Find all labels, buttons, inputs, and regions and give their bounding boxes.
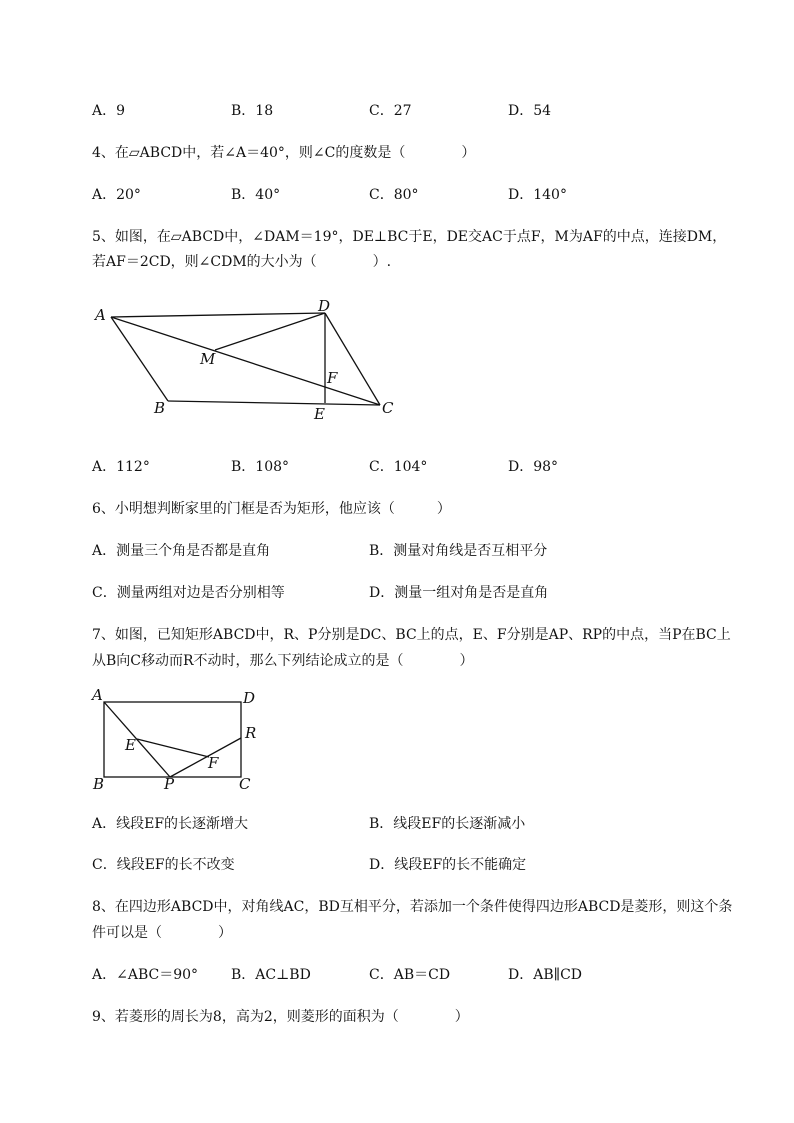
q7-label-a: A: [92, 686, 103, 704]
q7-label-c: C: [239, 775, 251, 793]
q5-stem-line1: 5、如图，在▱ABCD中，∠DAM＝19°，DE⊥BC于E，DE交AC于点F，M为AF的中点，连接DM，: [92, 229, 727, 245]
q8-stem-line1: 8、在四边形ABCD中，对角线AC，BD互相平分，若添加一个条件使得四边形ABCD是菱形，则这个条: [92, 899, 733, 915]
q5-option-a[interactable]: A．112°: [92, 459, 150, 475]
q5-segment-dc: [325, 313, 380, 405]
q5-parallelogram-figure: [90, 295, 410, 430]
q5-label-d: D: [318, 297, 331, 315]
q8-option-a[interactable]: A．∠ABC＝90°: [92, 967, 199, 983]
q7-rectangle-figure: [88, 686, 268, 794]
q5-label-b: B: [154, 399, 166, 417]
q6-option-d[interactable]: D．测量一组对角是否是直角: [369, 585, 549, 601]
q7-segment-pr: [170, 738, 241, 777]
q6-option-b[interactable]: B．测量对角线是否互相平分: [369, 543, 548, 559]
q5-option-b[interactable]: B．108°: [231, 459, 290, 475]
q5-segment-ad: [111, 313, 325, 317]
q6-stem: 6、小明想判断家里的门框是否为矩形，他应该（ ）: [92, 501, 451, 517]
q5-segment-ac: [111, 317, 380, 405]
q7-stem-line1: 7、如图，已知矩形ABCD中，R、P分别是DC、BC上的点，E、F分别是AP、RP的中点，当P在BC上: [92, 627, 731, 643]
q3-option-a[interactable]: A．9: [92, 103, 126, 119]
q4-option-d[interactable]: D．140°: [508, 187, 567, 203]
q5-option-c[interactable]: C．104°: [369, 459, 428, 475]
q7-label-d: D: [243, 689, 256, 707]
q5-label-m: M: [200, 350, 216, 368]
q5-stem-line2: 若AF＝2CD，则∠CDM的大小为（ ）.: [92, 254, 392, 270]
q7-label-p: P: [164, 775, 175, 793]
q7-option-b[interactable]: B．线段EF的长逐渐减小: [369, 816, 526, 832]
q8-stem-line2: 件可以是（ ）: [92, 925, 232, 941]
q5-segment-ab: [111, 317, 168, 401]
q5-label-a: A: [95, 306, 106, 324]
q5-label-e: E: [314, 405, 325, 423]
q5-segment-bc: [168, 401, 380, 405]
q7-label-b: B: [93, 775, 105, 793]
q7-segment-ef: [137, 739, 209, 757]
q7-label-e: E: [125, 736, 136, 754]
q3-option-b[interactable]: B．18: [231, 103, 274, 119]
q7-option-d[interactable]: D．线段EF的长不能确定: [369, 857, 527, 873]
q6-option-c[interactable]: C．测量两组对边是否分别相等: [92, 585, 285, 601]
q4-option-a[interactable]: A．20°: [92, 187, 141, 203]
q9-stem: 9、若菱形的周长为8，高为2，则菱形的面积为（ ）: [92, 1009, 469, 1025]
q7-label-f: F: [208, 754, 219, 772]
q7-stem-line2: 从B向C移动而R不动时，那么下列结论成立的是（ ）: [92, 653, 474, 669]
q4-option-c[interactable]: C．80°: [369, 187, 419, 203]
q7-option-a[interactable]: A．线段EF的长逐渐增大: [92, 816, 249, 832]
q4-stem: 4、在▱ABCD中，若∠A＝40°，则∠C的度数是（ ）: [92, 145, 476, 161]
q5-segment-dm: [215, 313, 325, 350]
q6-option-a[interactable]: A．测量三个角是否都是直角: [92, 543, 271, 559]
q5-label-c: C: [382, 399, 394, 417]
q5-label-f: F: [327, 369, 338, 387]
q7-option-c[interactable]: C．线段EF的长不改变: [92, 857, 235, 873]
q4-option-b[interactable]: B．40°: [231, 187, 281, 203]
q3-option-c[interactable]: C．27: [369, 103, 412, 119]
q8-option-d[interactable]: D．AB∥CD: [508, 967, 583, 983]
q8-option-b[interactable]: B．AC⊥BD: [231, 967, 311, 983]
q8-option-c[interactable]: C．AB＝CD: [369, 967, 451, 983]
q7-label-r: R: [245, 724, 257, 742]
q5-option-d[interactable]: D．98°: [508, 459, 559, 475]
q3-option-d[interactable]: D．54: [508, 103, 552, 119]
